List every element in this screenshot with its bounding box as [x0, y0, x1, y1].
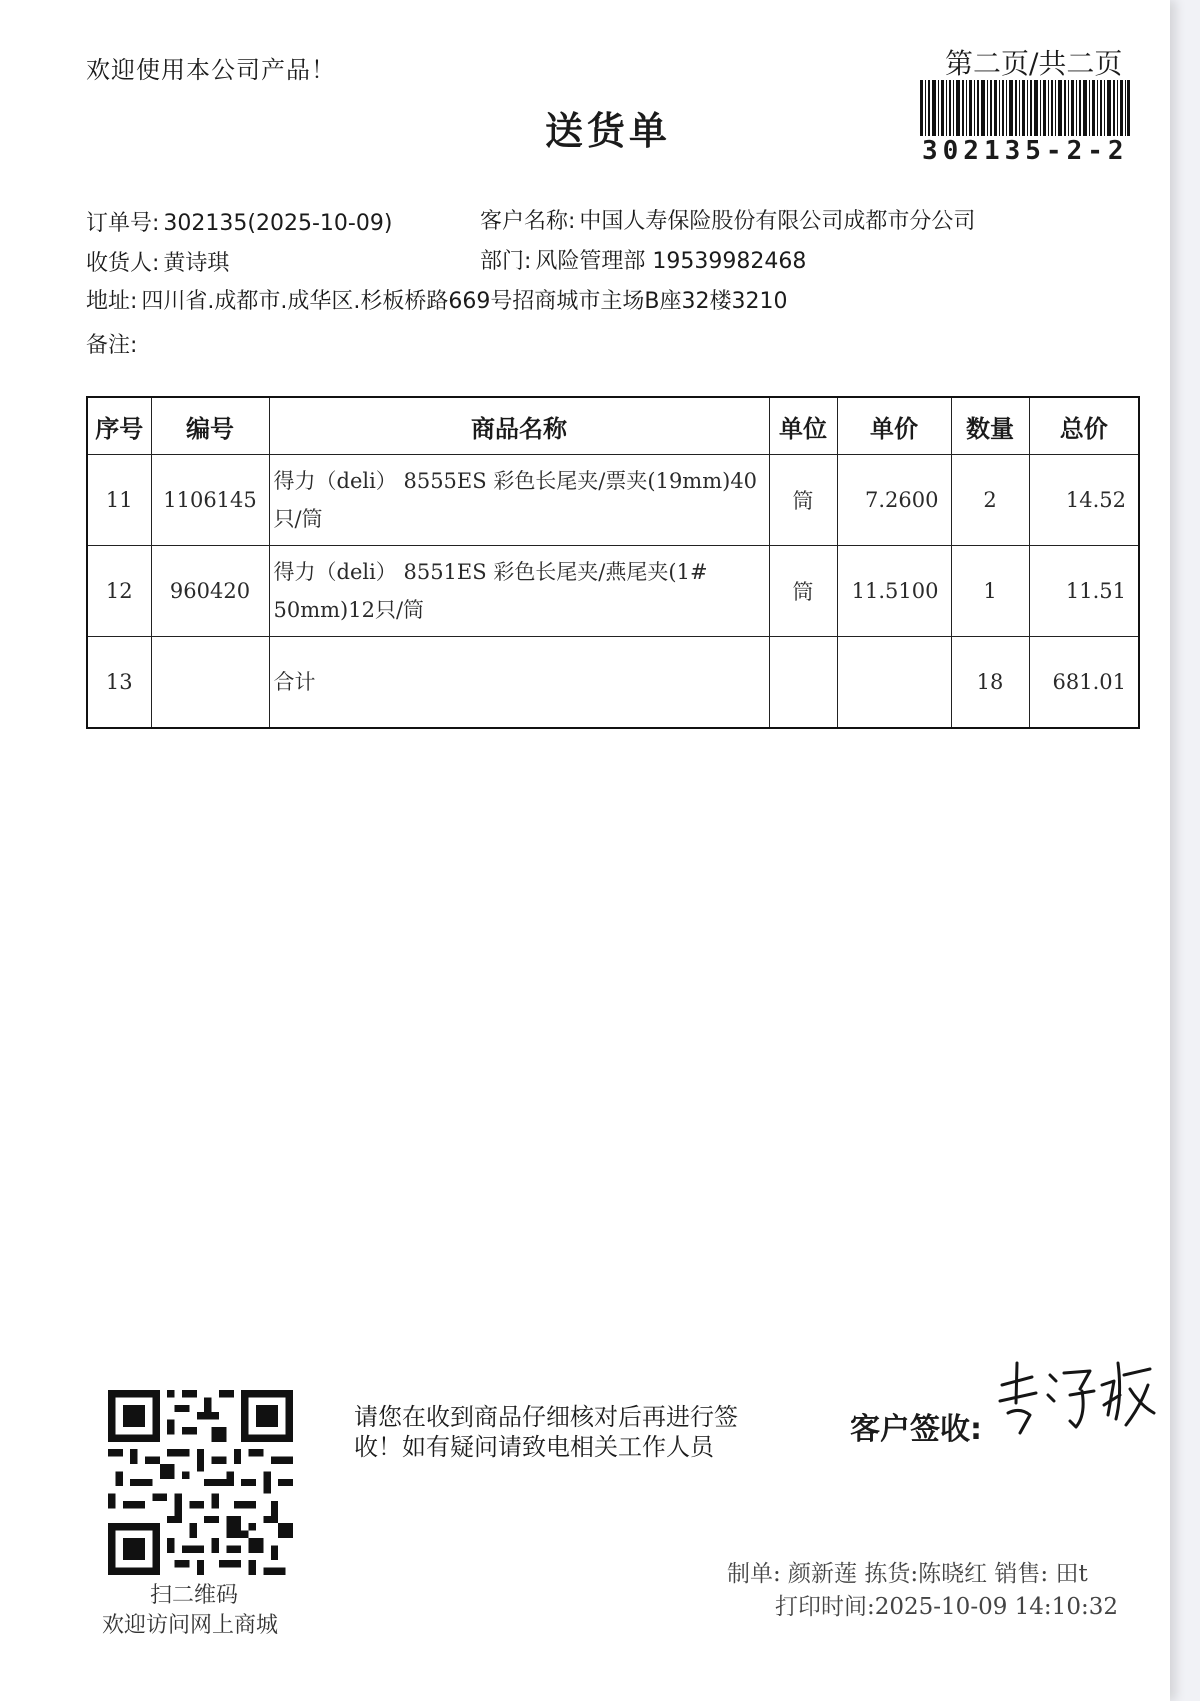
barcode-image [920, 80, 1130, 136]
product-name-line1: 得力（deli） 8551ES 彩色长尾夹/燕尾夹(1# [273, 560, 708, 584]
order-number-label: 订单号: [86, 211, 160, 236]
order-number-field [86, 206, 392, 237]
address-field [86, 284, 787, 315]
product-name-line2: 只/筒 [273, 507, 323, 531]
cell-unit-price [837, 637, 951, 729]
qr-caption-shop: 欢迎访问网上商城 [102, 1613, 279, 1638]
remark-field [86, 328, 141, 359]
cell-seq: 12 [87, 546, 151, 637]
order-number-value: 302135(2025-10-09) [163, 211, 393, 236]
address-label: 地址: [86, 289, 138, 314]
cell-total: 681.01 [1029, 637, 1139, 729]
table-row-subtotal [87, 637, 1139, 729]
welcome-text: 欢迎使用本公司产品！ [86, 56, 336, 84]
barcode-number: 302135-2-2 [922, 136, 1129, 166]
cell-quantity: 18 [951, 637, 1029, 729]
cell-total: 11.51 [1029, 546, 1139, 637]
cell-product-name [269, 455, 769, 546]
header-quantity: 数量 [951, 397, 1029, 455]
qr-code-image [108, 1390, 293, 1575]
cell-code: 1106145 [151, 455, 269, 546]
cell-unit: 筒 [769, 546, 837, 637]
cell-product-name: 合计 [269, 637, 769, 729]
cell-quantity: 2 [951, 455, 1029, 546]
header-product-name: 商品名称 [269, 397, 769, 455]
product-name-line1: 得力（deli） 8555ES 彩色长尾夹/票夹(19mm)40 [273, 469, 758, 493]
cell-seq: 11 [87, 455, 151, 546]
header-total: 总价 [1029, 397, 1139, 455]
print-time: 打印时间:2025-10-09 14:10:32 [775, 1594, 1118, 1620]
cell-code [151, 637, 269, 729]
page-indicator: 第二页/共二页 [945, 47, 1123, 80]
customer-field [480, 204, 975, 235]
customer-signature-label: 客户签收: [850, 1412, 982, 1447]
department-field [480, 244, 806, 275]
cell-unit: 筒 [769, 455, 837, 546]
document-title: 送货单 [545, 109, 672, 153]
header-seq: 序号 [87, 397, 151, 455]
product-name-line2: 50mm)12只/筒 [273, 598, 425, 622]
cell-unit-price: 7.2600 [837, 455, 951, 546]
receiver-value: 黄诗琪 [163, 251, 230, 276]
cell-product-name [269, 546, 769, 637]
header-unit: 单位 [769, 397, 837, 455]
cell-total: 14.52 [1029, 455, 1139, 546]
receipt-notice: 请您在收到商品仔细核对后再进行签收！如有疑问请致电相关工作人员 [354, 1403, 738, 1461]
handwritten-signature [990, 1355, 1160, 1440]
header-unit-price: 单价 [837, 397, 951, 455]
cell-seq: 13 [87, 637, 151, 729]
table-row [87, 455, 1139, 546]
cell-code: 960420 [151, 546, 269, 637]
cell-unit [769, 637, 837, 729]
customer-label: 客户名称: [480, 209, 576, 234]
remark-label: 备注: [86, 333, 138, 358]
items-table [86, 396, 1140, 729]
qr-caption-scan: 扫二维码 [150, 1583, 239, 1608]
cell-quantity: 1 [951, 546, 1029, 637]
address-value: 四川省.成都市.成华区.杉板桥路669号招商城市主场B座32楼3210 [141, 289, 788, 314]
receiver-field [86, 246, 229, 277]
table-row [87, 546, 1139, 637]
staff-info: 制单: 颜新莲 拣货:陈晓红 销售: 田t [727, 1561, 1088, 1587]
table-header-row [87, 397, 1139, 455]
department-label: 部门: [480, 249, 532, 274]
receiver-label: 收货人: [86, 251, 160, 276]
cell-unit-price: 11.5100 [837, 546, 951, 637]
customer-value: 中国人寿保险股份有限公司成都市分公司 [579, 209, 976, 234]
department-value: 风险管理部 19539982468 [535, 249, 807, 274]
header-code: 编号 [151, 397, 269, 455]
